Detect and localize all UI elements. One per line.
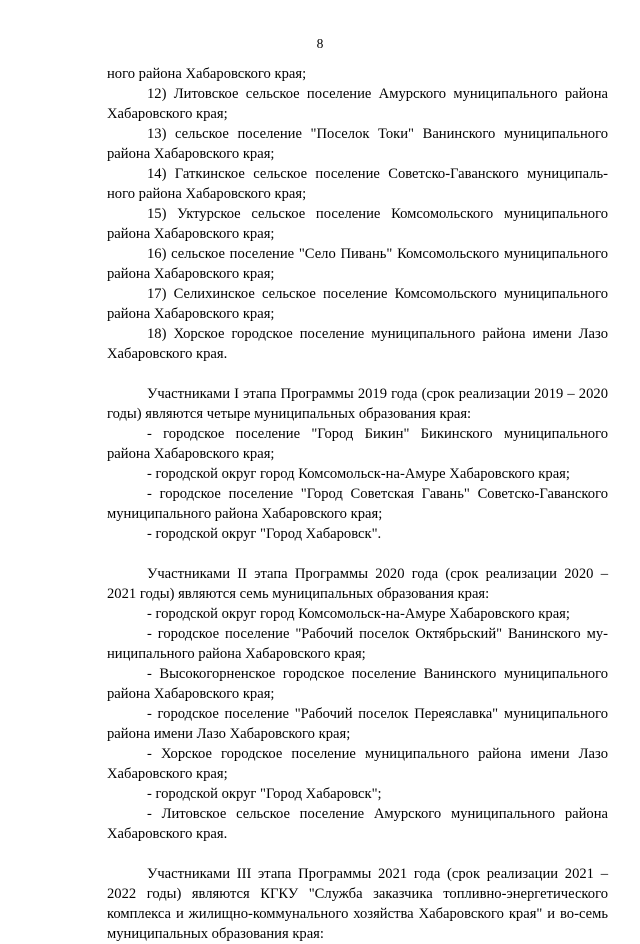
paragraph: - городской округ "Город Хабаровск".	[147, 526, 382, 542]
paragraph: 16) сельское поселение "Село Пивань" Комсомольского муниципального района Хабаровского края;	[107, 246, 608, 282]
paragraph: - городское поселение "Город Бикин" Бикинского муниципального района Хабаровского края;	[107, 426, 608, 462]
paragraph: - городской округ город Комсомольск-на-Амуре Хабаровского края;	[147, 466, 570, 482]
paragraph-spacer	[107, 364, 608, 384]
paragraph: 15) Уктурское сельское поселение Комсомольского муниципального района Хабаровского края;	[107, 206, 608, 242]
paragraph: - городское поселение "Рабочий поселок Переяславка" муниципального района имени Лазо Хабаровского края;	[107, 706, 608, 742]
paragraph: - Высокогорненское городское поселение Ванинского муниципального района Хабаровского края;	[107, 666, 608, 702]
document-body	[107, 64, 608, 944]
paragraph: Участниками II этапа Программы 2020 года (срок реализации 2020 – 2021 годы) являются семь муниципальных образования края:	[107, 566, 608, 602]
paragraph: 18) Хорское городское поселение муниципального района имени Лазо Хабаровского края.	[107, 326, 608, 362]
paragraph: 14) Гаткинское сельское поселение Советско-Гаванского муниципаль-ного района Хабаровского края;	[107, 166, 608, 202]
paragraph: 17) Селихинское сельское поселение Комсомольского муниципального района Хабаровского края;	[107, 286, 608, 322]
paragraph: 13) сельское поселение "Поселок Токи" Ванинского муниципального района Хабаровского края;	[107, 126, 608, 162]
paragraph: - Хорское городское поселение муниципального района имени Лазо Хабаровского края;	[107, 746, 608, 782]
paragraph: - городское поселение "Город Советская Гавань" Советско-Гаванского муниципального района Хабаровского края;	[107, 486, 608, 522]
paragraph-spacer	[107, 844, 608, 864]
page-number: 8	[316, 36, 324, 51]
paragraph-spacer	[107, 544, 608, 564]
paragraph: 12) Литовское сельское поселение Амурского муниципального района Хабаровского края;	[107, 86, 608, 122]
paragraph: ного района Хабаровского края;	[107, 66, 307, 82]
paragraph: - городской округ "Город Хабаровск";	[147, 786, 382, 802]
paragraph: - городское поселение "Рабочий поселок Октябрьский" Ванинского му-ниципального района Хабаровского края;	[107, 626, 608, 662]
paragraph: - Литовское сельское поселение Амурского муниципального района Хабаровского края.	[107, 806, 608, 842]
paragraph: - городской округ город Комсомольск-на-Амуре Хабаровского края;	[147, 606, 570, 622]
paragraph: Участниками III этапа Программы 2021 года (срок реализации 2021 – 2022 годы) являются КГКУ "Служба заказчика топливно-энергетического комплекса и жилищно-коммунального хозяйства Хабаровского края" и во-семь муниципальных образования края:	[107, 866, 608, 942]
paragraph: Участниками I этапа Программы 2019 года (срок реализации 2019 – 2020 годы) являются четыре муниципальных образования края:	[107, 386, 608, 422]
